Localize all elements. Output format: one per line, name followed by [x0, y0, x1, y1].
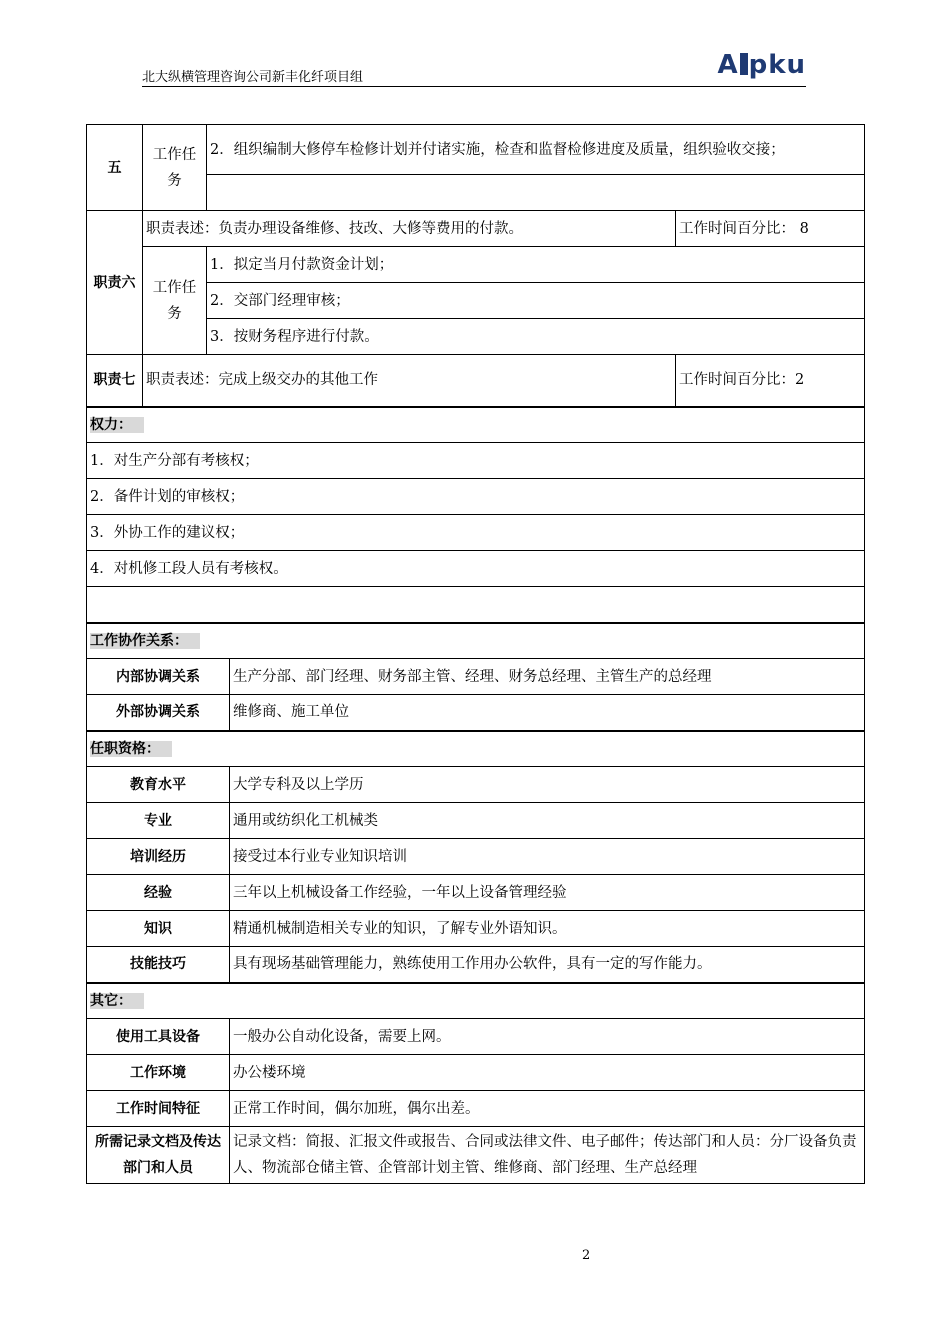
other-value: 记录文档：简报、汇报文件或报告、合同或法律文件、电子邮件；传达部门和人员：分厂设备负责人、物流部仓储主管、企管部计划主管、维修商、部门经理、生产总经理 — [230, 1127, 865, 1184]
relation-label: 内部协调关系 — [87, 659, 230, 695]
relation-value: 维修商、施工单位 — [230, 695, 865, 731]
duty-five-label: 五 — [87, 125, 143, 211]
relation-value: 生产分部、部门经理、财务部主管、经理、财务总经理、主管生产的总经理 — [230, 659, 865, 695]
duty-seven-label: 职责七 — [87, 355, 143, 407]
other-label: 所需记录文档及传达部门和人员 — [87, 1127, 230, 1184]
duty-six-task: 3．按财务程序进行付款。 — [207, 319, 865, 355]
qualification-label: 培训经历 — [87, 839, 230, 875]
authority-item: 3．外协工作的建议权； — [87, 515, 865, 551]
page-header — [142, 50, 806, 87]
duty-six-label: 职责六 — [87, 211, 143, 355]
qualification-label: 经验 — [87, 875, 230, 911]
qualification-label: 专业 — [87, 803, 230, 839]
relations-title: 工作协作关系： — [87, 623, 865, 659]
other-value: 一般办公自动化设备，需要上网。 — [230, 1019, 865, 1055]
other-label: 使用工具设备 — [87, 1019, 230, 1055]
duty-six-task-label: 工作任务 — [143, 247, 207, 355]
duty-seven-description: 职责表述：完成上级交办的其他工作 — [143, 355, 676, 407]
duty-five-task-label: 工作任务 — [143, 125, 207, 211]
job-description-table — [86, 124, 865, 1184]
other-value: 正常工作时间，偶尔加班，偶尔出差。 — [230, 1091, 865, 1127]
duty-seven-time-percent: 工作时间百分比：2 — [676, 355, 865, 407]
qualification-label: 知识 — [87, 911, 230, 947]
header-company: 北大纵横管理咨询公司新丰化纤项目组 — [142, 70, 364, 85]
duty-six-task: 1．拟定当月付款资金计划； — [207, 247, 865, 283]
company-logo: A pku — [717, 50, 806, 80]
duty-six-time-percent: 工作时间百分比： 8 — [676, 211, 865, 247]
authority-title: 权力： — [87, 407, 865, 443]
qualification-value: 接受过本行业专业知识培训 — [230, 839, 865, 875]
qualification-label: 技能技巧 — [87, 947, 230, 983]
other-label: 工作环境 — [87, 1055, 230, 1091]
authority-item: 1．对生产分部有考核权； — [87, 443, 865, 479]
authority-item-empty — [87, 587, 865, 623]
qualification-value: 通用或纺织化工机械类 — [230, 803, 865, 839]
authority-item: 2．备件计划的审核权； — [87, 479, 865, 515]
qualification-value: 三年以上机械设备工作经验，一年以上设备管理经验 — [230, 875, 865, 911]
qualification-value: 精通机械制造相关专业的知识，了解专业外语知识。 — [230, 911, 865, 947]
duty-five-task: 2．组织编制大修停车检修计划并付诸实施，检查和监督检修进度及质量，组织验收交接； — [207, 125, 865, 175]
other-title: 其它： — [87, 983, 865, 1019]
authority-item: 4．对机修工段人员有考核权。 — [87, 551, 865, 587]
page-number: 2 — [582, 1248, 591, 1263]
qualification-label: 教育水平 — [87, 767, 230, 803]
other-label: 工作时间特征 — [87, 1091, 230, 1127]
logo-bar-icon — [740, 53, 748, 75]
duty-six-description: 职责表述：负责办理设备维修、技改、大修等费用的付款。 — [143, 211, 676, 247]
other-value: 办公楼环境 — [230, 1055, 865, 1091]
duty-six-task: 2．交部门经理审核； — [207, 283, 865, 319]
qualification-value: 具有现场基础管理能力，熟练使用工作用办公软件，具有一定的写作能力。 — [230, 947, 865, 983]
duty-five-task-empty — [207, 175, 865, 211]
qualification-value: 大学专科及以上学历 — [230, 767, 865, 803]
qualifications-title: 任职资格： — [87, 731, 865, 767]
relation-label: 外部协调关系 — [87, 695, 230, 731]
